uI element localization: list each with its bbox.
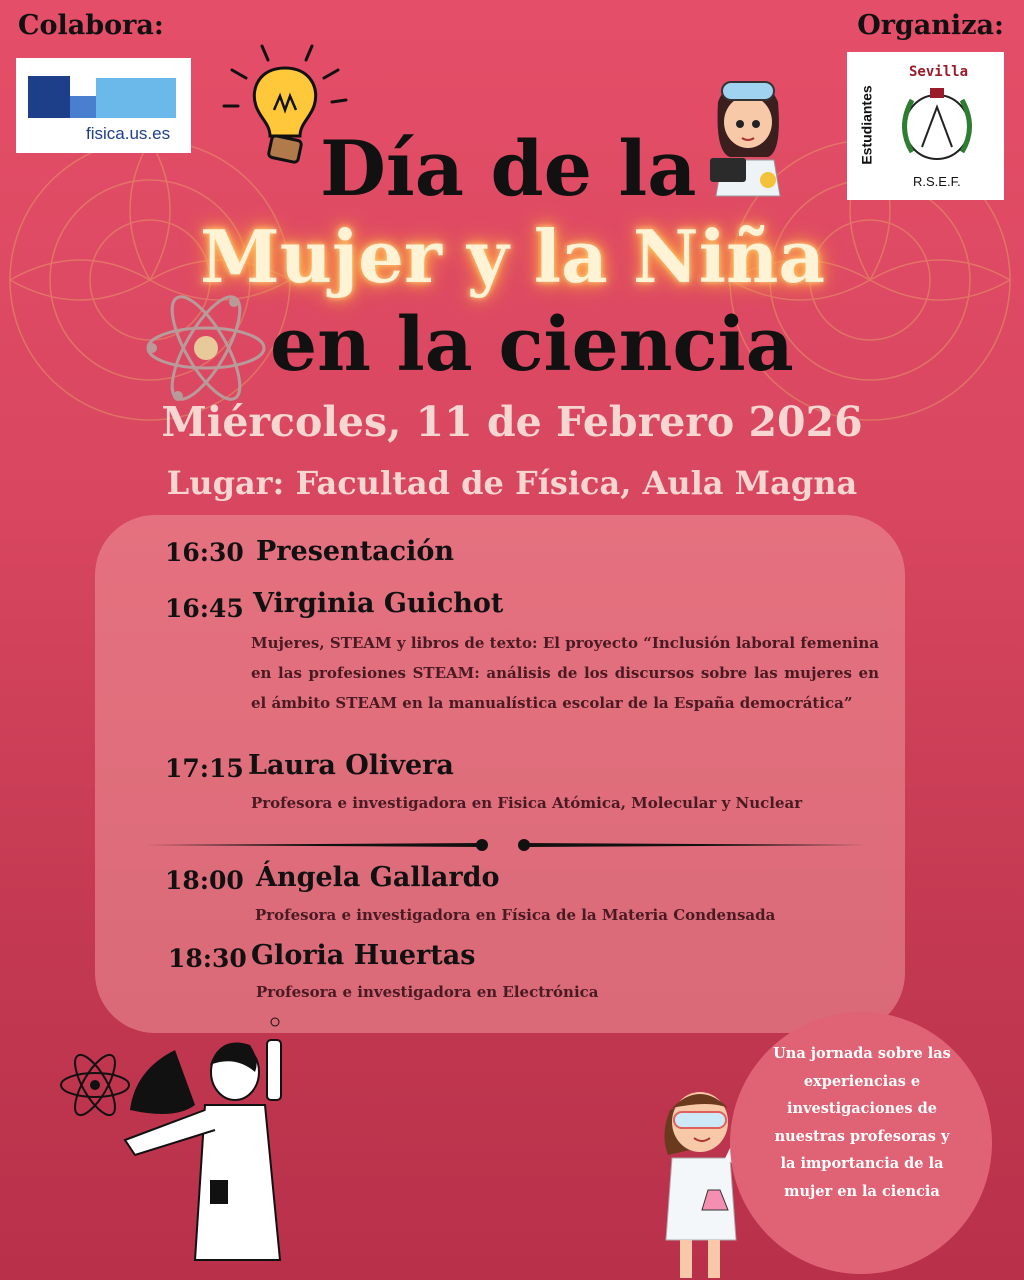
schedule-desc-3: Profesora e investigadora en Fisica Atómica, Molecular y Nuclear (251, 794, 803, 812)
schedule-time-3: 17:15 (165, 754, 244, 783)
event-place: Lugar: Facultad de Física, Aula Magna (166, 464, 858, 502)
scientist-woman-illustration (55, 1010, 315, 1270)
title-line-3: en la ciencia (270, 302, 794, 388)
event-date: Miércoles, 11 de Febrero 2026 (161, 398, 863, 446)
rsef-vertical-text: Estudiantes (858, 85, 875, 165)
organiza-label: Organiza: (857, 10, 1004, 41)
schedule-time-1: 16:30 (165, 538, 244, 567)
schedule-time-5: 18:30 (168, 944, 247, 973)
schedule-title-4: Ángela Gallardo (256, 862, 500, 893)
info-bubble-text: Una jornada sobre las experiencias e investigaciones de nuestras profesoras y la importancia de la mujer en la ciencia (773, 1045, 951, 1200)
rsef-emblem (892, 82, 982, 172)
rsef-city: Sevilla (909, 64, 969, 80)
rsef-logo (847, 52, 1004, 200)
title-line-1: Día de la (320, 124, 697, 213)
fisica-logo (16, 58, 191, 153)
atom-icon (142, 292, 270, 404)
section-divider (140, 835, 870, 855)
colabora-label: Colabora: (18, 10, 164, 41)
scientist-girl-illustration (700, 72, 795, 197)
rsef-acronym: R.S.E.F. (913, 174, 961, 189)
schedule-title-5: Gloria Huertas (251, 940, 476, 971)
schedule-desc-4: Profesora e investigadora en Física de la Materia Condensada (255, 906, 776, 924)
fisica-logo-text: fisica.us.es (86, 124, 171, 143)
schedule-desc-5: Profesora e investigadora en Electrónica (256, 983, 599, 1001)
title-line-2: Mujer y la Niña (200, 214, 826, 299)
schedule-time-2: 16:45 (165, 594, 244, 623)
schedule-title-3: Laura Olivera (248, 750, 454, 781)
schedule-title-2: Virginia Guichot (253, 588, 504, 619)
schedule-title-1: Presentación (256, 536, 455, 567)
schedule-time-4: 18:00 (165, 866, 244, 895)
schedule-desc-2: Mujeres, STEAM y libros de texto: El proyecto “Inclusión laboral femenina en las profesiones STEAM: análisis de los discursos sobre las mujeres en el ámbito STEAM en la manualística escolar de la España democrática” (251, 634, 879, 712)
